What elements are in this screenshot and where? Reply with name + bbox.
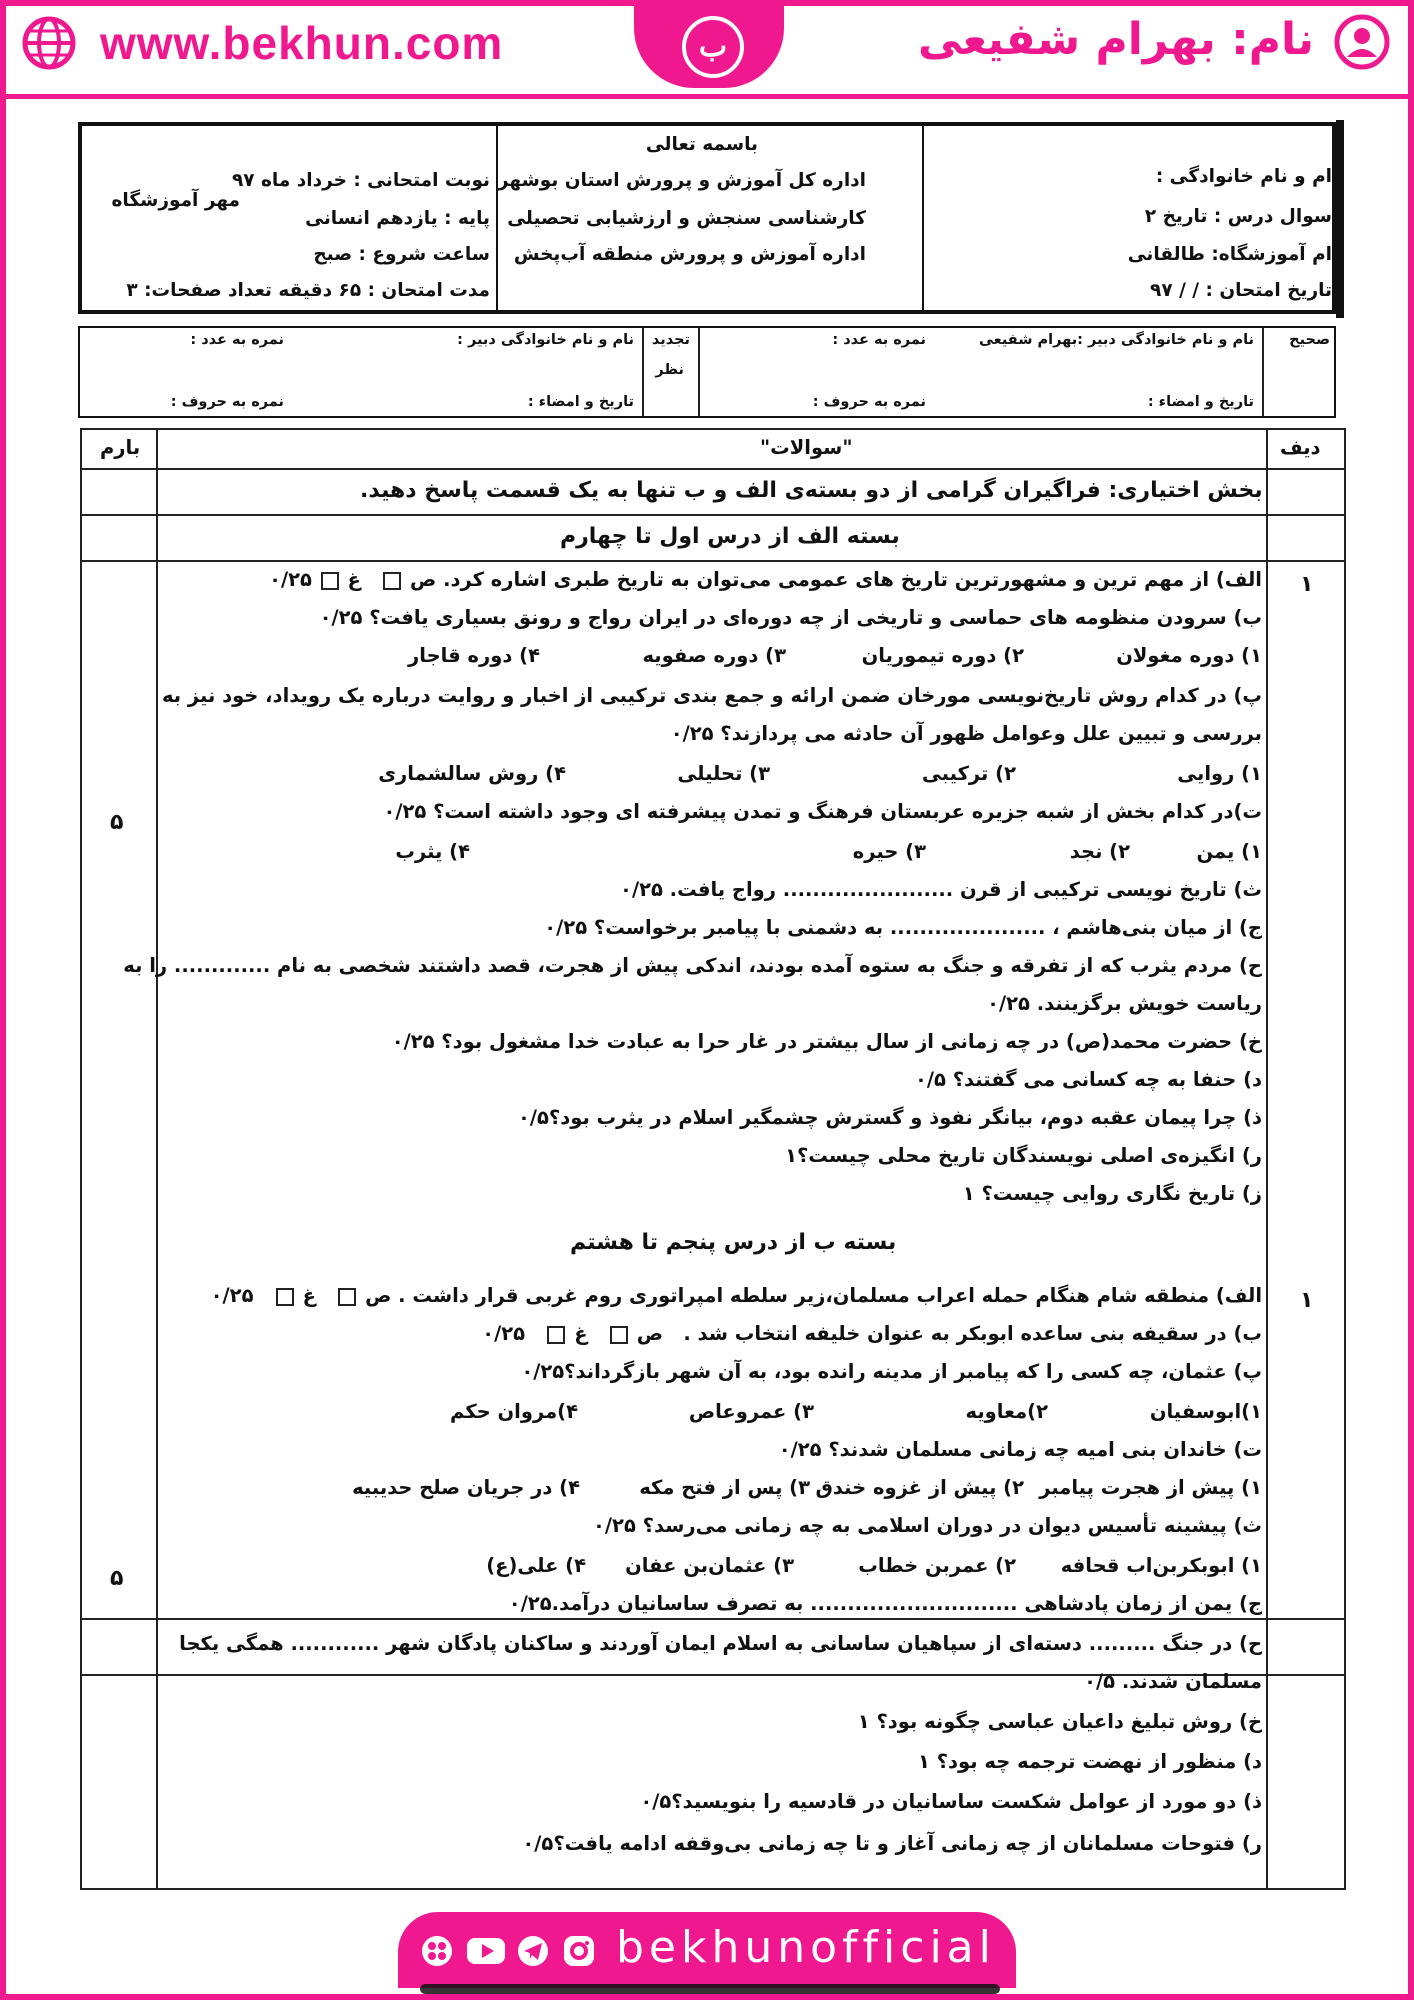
- header-line: نوبت امتحانی : خرداد ماه ۹۷: [231, 170, 490, 191]
- pack-a-title: بسته الف از درس اول تا چهارم: [560, 524, 900, 549]
- question-text: الف) از مهم ترین و مشهورترین تاریخ های عمومی می‌توان به تاریخ طبری اشاره کرد. ص: [410, 568, 1262, 591]
- header-exam-info: [82, 126, 496, 310]
- divider: [698, 328, 700, 416]
- pack-a-question-6: ج) از میان بنی‌هاشم ، ..................... به دشمنی با پیامبر برخواست؟ ۰/۲۵: [544, 916, 1262, 939]
- pack-a-question-7-cont: ریاست خویش برگزینند. ۰/۲۵: [987, 992, 1262, 1015]
- divider: [642, 328, 644, 416]
- option: ۳) عمروعاص: [688, 1400, 814, 1423]
- header-title: باسمه تعالی: [645, 134, 758, 155]
- checkbox-false[interactable]: [547, 1326, 565, 1344]
- youtube-icon[interactable]: [466, 1934, 506, 1968]
- review-label: نظر: [655, 362, 684, 378]
- questions-column-header: "سوالات": [760, 436, 853, 459]
- header-edge: [1336, 120, 1344, 318]
- divider: [922, 126, 924, 310]
- globe-icon: [22, 16, 76, 70]
- score-column-header: بارم: [100, 436, 141, 459]
- option: ۴) دوره قاجار: [408, 644, 540, 667]
- pack-a-question-8: خ) حضرت محمد(ص) در چه زمانی از سال بیشتر در غار حرا به عبادت خدا مشغول بود؟ ۰/۲۵: [391, 1030, 1262, 1053]
- social-footer: [398, 1912, 1016, 1988]
- row-line: [80, 1618, 1346, 1620]
- score-box: [78, 326, 1336, 418]
- option: ۴) روش سالشماری: [378, 762, 566, 785]
- pack-a-question-10: ذ) چرا پیمان عقبه دوم، بیانگر نفوذ و گسترش چشمگیر اسلام در یثرب بود؟۰/۵: [517, 1106, 1262, 1129]
- row-column-header: دیف: [1280, 436, 1321, 459]
- student-name: نام: بهرام شفیعی: [917, 14, 1314, 65]
- header-line: اداره کل آموزش و پرورش استان بوشهر: [497, 170, 866, 191]
- score-number-label: نمره به عدد :: [190, 332, 284, 348]
- pack-b-question-8: خ) روش تبلیغ داعیان عباسی چگونه بود؟ ۱: [857, 1710, 1262, 1733]
- pack-b-question-3: پ) عثمان، چه کسی را که پیامبر از مدینه رانده بود، به آن شهر بازگرداند؟۰/۲۵: [521, 1360, 1262, 1383]
- optional-instruction: بخش اختیاری: فراگیران گرامی از دو بسته‌ی الف و ب تنها به یک قسمت پاسخ دهید.: [360, 478, 1263, 503]
- social-handle[interactable]: bekhunofficial: [616, 1922, 996, 1973]
- instagram-icon[interactable]: [562, 1934, 596, 1968]
- pack-b-question-7: ح) در جنگ ......... دسته‌ای از سپاهیان ساسانی به اسلام ایمان آوردند و ساکنان پادگان شهر ............ همگی یکجا: [179, 1632, 1262, 1655]
- checkbox-true[interactable]: [610, 1326, 628, 1344]
- row-number: ۱: [1300, 1288, 1314, 1313]
- option-false-label: غ: [347, 568, 361, 591]
- question-text: الف) منطقه شام هنگام حمله اعراب مسلمان،زیر سلطه امپراتوری روم غربی قرار داشت . ص: [365, 1284, 1262, 1307]
- header-student-info: [936, 126, 1332, 310]
- pack-a-question-4: ت)در کدام بخش از شبه جزیره عربستان فرهنگ و تمدن پیشرفته ای وجود داشته است؟ ۰/۲۵: [383, 800, 1262, 823]
- option: ۱)ابوسفیان: [1149, 1400, 1262, 1423]
- header-line: تاریخ امتحان : / / ۹۷: [1150, 280, 1332, 301]
- pack-b-question-7-cont: مسلمان شدند. ۰/۵: [1084, 1670, 1262, 1693]
- divider: [1262, 328, 1264, 416]
- teacher-name: نام و نام خانوادگی دبیر :بهرام شفیعی: [978, 332, 1254, 348]
- header-line: مدت امتحان : ۶۵ دقیقه تعداد صفحات: ۳: [126, 280, 490, 301]
- checkbox-false[interactable]: [276, 1288, 294, 1306]
- option: ۲)معاویه: [965, 1400, 1048, 1423]
- row-score: ۵: [110, 810, 124, 835]
- option: ۳) تحلیلی: [677, 762, 770, 785]
- footer-shadow: [420, 1984, 1000, 1994]
- pack-a-question-2: ب) سرودن منظومه های حماسی و تاریخی از چه دوره‌ای در ایران رواج و رونق بسیاری یافت؟ ۰/۲۵: [319, 606, 1262, 629]
- score-words-label: نمره به حروف :: [170, 394, 284, 410]
- col-line: [1266, 428, 1268, 1890]
- option: ۳) حیره: [852, 840, 926, 863]
- pack-a-question-12: ز) تاریخ نگاری روایی چیست؟ ۱: [962, 1182, 1262, 1205]
- divider: [496, 126, 498, 310]
- option: ۳) پس از فتح مکه: [639, 1476, 810, 1499]
- pack-b-question-11: ر) فتوحات مسلمانان از چه زمانی آغاز و تا چه زمانی بی‌وقفه ادامه یافت؟۰/۵: [522, 1832, 1262, 1855]
- option-false-label: غ: [302, 1284, 316, 1307]
- option: ۱) یمن: [1196, 840, 1262, 863]
- pack-b-question-4: ت) خاندان بنی امیه چه زمانی مسلمان شدند؟ ۰/۲۵: [778, 1438, 1262, 1461]
- header-line: سوال درس : تاریخ ۲: [1144, 206, 1332, 227]
- option: ۲) نجد: [1069, 840, 1130, 863]
- checkbox-true[interactable]: [338, 1288, 356, 1306]
- pack-a-question-1: [269, 568, 1262, 591]
- option: ۴) علی(ع): [486, 1554, 586, 1577]
- row-line: [80, 560, 1346, 562]
- option: ۴)مروان حکم: [450, 1400, 578, 1423]
- website-link[interactable]: www.bekhun.com: [100, 17, 504, 69]
- checkbox-true[interactable]: [383, 572, 401, 590]
- pack-a-question-5: ث) تاریخ نویسی ترکیبی از قرن ....................... رواج یافت. ۰/۲۵: [620, 878, 1262, 901]
- option: ۱) روایی: [1177, 762, 1262, 785]
- row-line: [80, 514, 1346, 516]
- pack-b-question-6: ج) یمن از زمان پادشاهی ............................ به تصرف ساسانیان درآمد.۰/۲۵: [508, 1592, 1262, 1615]
- option: ۲) عمربن خطاب: [858, 1554, 1016, 1577]
- score-number-label: نمره به عدد :: [832, 332, 926, 348]
- pack-b-question-9: د) منظور از نهضت ترجمه چه بود؟ ۱: [918, 1750, 1262, 1773]
- row-line: [80, 1888, 1346, 1890]
- header-line: ام و نام خانوادگی :: [1155, 166, 1332, 187]
- school-stamp-label: مهر آموزشگاه: [111, 190, 240, 211]
- pack-a-question-3: پ) در کدام روش تاریخ‌نویسی مورخان ضمن ارائه و جمع بندی ترکیبی از اخبار و روایت درباره یک رویداد، خود نیز به: [161, 684, 1262, 707]
- option: ۱) ابوبکربن‌اب قحافه: [1060, 1554, 1262, 1577]
- option: ۴) یثرب: [395, 840, 470, 863]
- row-number: ۱: [1300, 572, 1314, 597]
- question-text: ب) در سقیفه بنی ساعده ابوبکر به عنوان خلیفه انتخاب شد .: [683, 1322, 1262, 1345]
- header-org-info: [498, 126, 908, 310]
- option: ۱) دوره مغولان: [1116, 644, 1262, 667]
- row-line: [80, 428, 1346, 430]
- header-line: پایه : یازدهم انسانی: [305, 208, 490, 229]
- row-line: [80, 468, 1346, 470]
- pack-a-question-11: ر) انگیزه‌ی اصلی نویسندگان تاریخ محلی چیست؟۱: [785, 1144, 1262, 1167]
- pack-a-question-7: ح) مردم یثرب که از تفرقه و جنگ به ستوه آمده بودند، اندکی پیش از هجرت، قصد داشتند شخصی به نام ............. را به: [123, 954, 1262, 977]
- checkbox-false[interactable]: [321, 572, 339, 590]
- col-line: [80, 428, 82, 1890]
- aparat-icon[interactable]: [420, 1934, 454, 1968]
- option: ۳) دوره صفویه: [642, 644, 786, 667]
- option-false-label: غ: [574, 1322, 588, 1345]
- col-line: [1344, 428, 1346, 1890]
- question-score: ۰/۲۵: [269, 568, 312, 591]
- telegram-icon[interactable]: [516, 1934, 550, 1968]
- user-icon: [1334, 14, 1390, 70]
- sign-label: تاریخ و امضاء :: [1147, 394, 1254, 410]
- option: ۳) عثمان‌بن عفان: [625, 1554, 794, 1577]
- sign-label: تاریخ و امضاء :: [527, 394, 634, 410]
- col-line: [156, 428, 158, 1890]
- exam-header: [78, 122, 1336, 314]
- option: ۴) در جریان صلح حدیبیه: [352, 1476, 580, 1499]
- header-line: ساعت شروع : صبح: [313, 244, 490, 265]
- question-score: ۰/۲۵: [482, 1322, 526, 1345]
- option-true-label: ص: [636, 1322, 663, 1345]
- header-line: ام آموزشگاه: طالقانی: [1127, 244, 1332, 265]
- pack-a-question-3-cont: بررسی و تبیین علل وعوامل ظهور آن حادثه می پردازند؟ ۰/۲۵: [670, 722, 1262, 745]
- header-line: کارشناسی سنجش و ارزشیابی تحصیلی: [507, 208, 866, 229]
- banner-rule: [6, 94, 1408, 99]
- row-score: ۵: [110, 1566, 124, 1591]
- review-label: تجدید: [651, 332, 690, 348]
- option: ۲) پیش از غزوه خندق: [815, 1476, 1024, 1499]
- pack-b-question-5: ث) پیشینه تأسیس دیوان در دوران اسلامی به چه زمانی می‌رسد؟ ۰/۲۵: [593, 1514, 1262, 1537]
- teacher-name: نام و نام خانوادگی دبیر :: [457, 332, 634, 348]
- logo-mark: ب: [682, 16, 744, 78]
- option: ۲) ترکیبی: [921, 762, 1016, 785]
- pack-b-title: بسته ب از درس پنجم تا هشتم: [570, 1230, 897, 1255]
- pack-b-question-1: [211, 1284, 1262, 1307]
- header-line: اداره آموزش و پرورش منطقه آب‌پخش: [513, 244, 866, 265]
- pack-b-question-10: ذ) دو مورد از عوامل شکست ساسانیان در قادسیه را بنویسید؟۰/۵: [640, 1790, 1262, 1813]
- pack-b-question-2: [482, 1322, 1262, 1345]
- option: ۲) دوره تیموریان: [861, 644, 1024, 667]
- correct-label: صحیح: [1289, 332, 1330, 348]
- questions-table: [80, 428, 1346, 1890]
- question-score: ۰/۲۵: [210, 1284, 254, 1307]
- pack-a-question-9: د) حنفا به چه کسانی می گفتند؟ ۰/۵: [914, 1068, 1262, 1091]
- option: ۱) پیش از هجرت پیامبر: [1039, 1476, 1262, 1499]
- score-words-label: نمره به حروف :: [812, 394, 926, 410]
